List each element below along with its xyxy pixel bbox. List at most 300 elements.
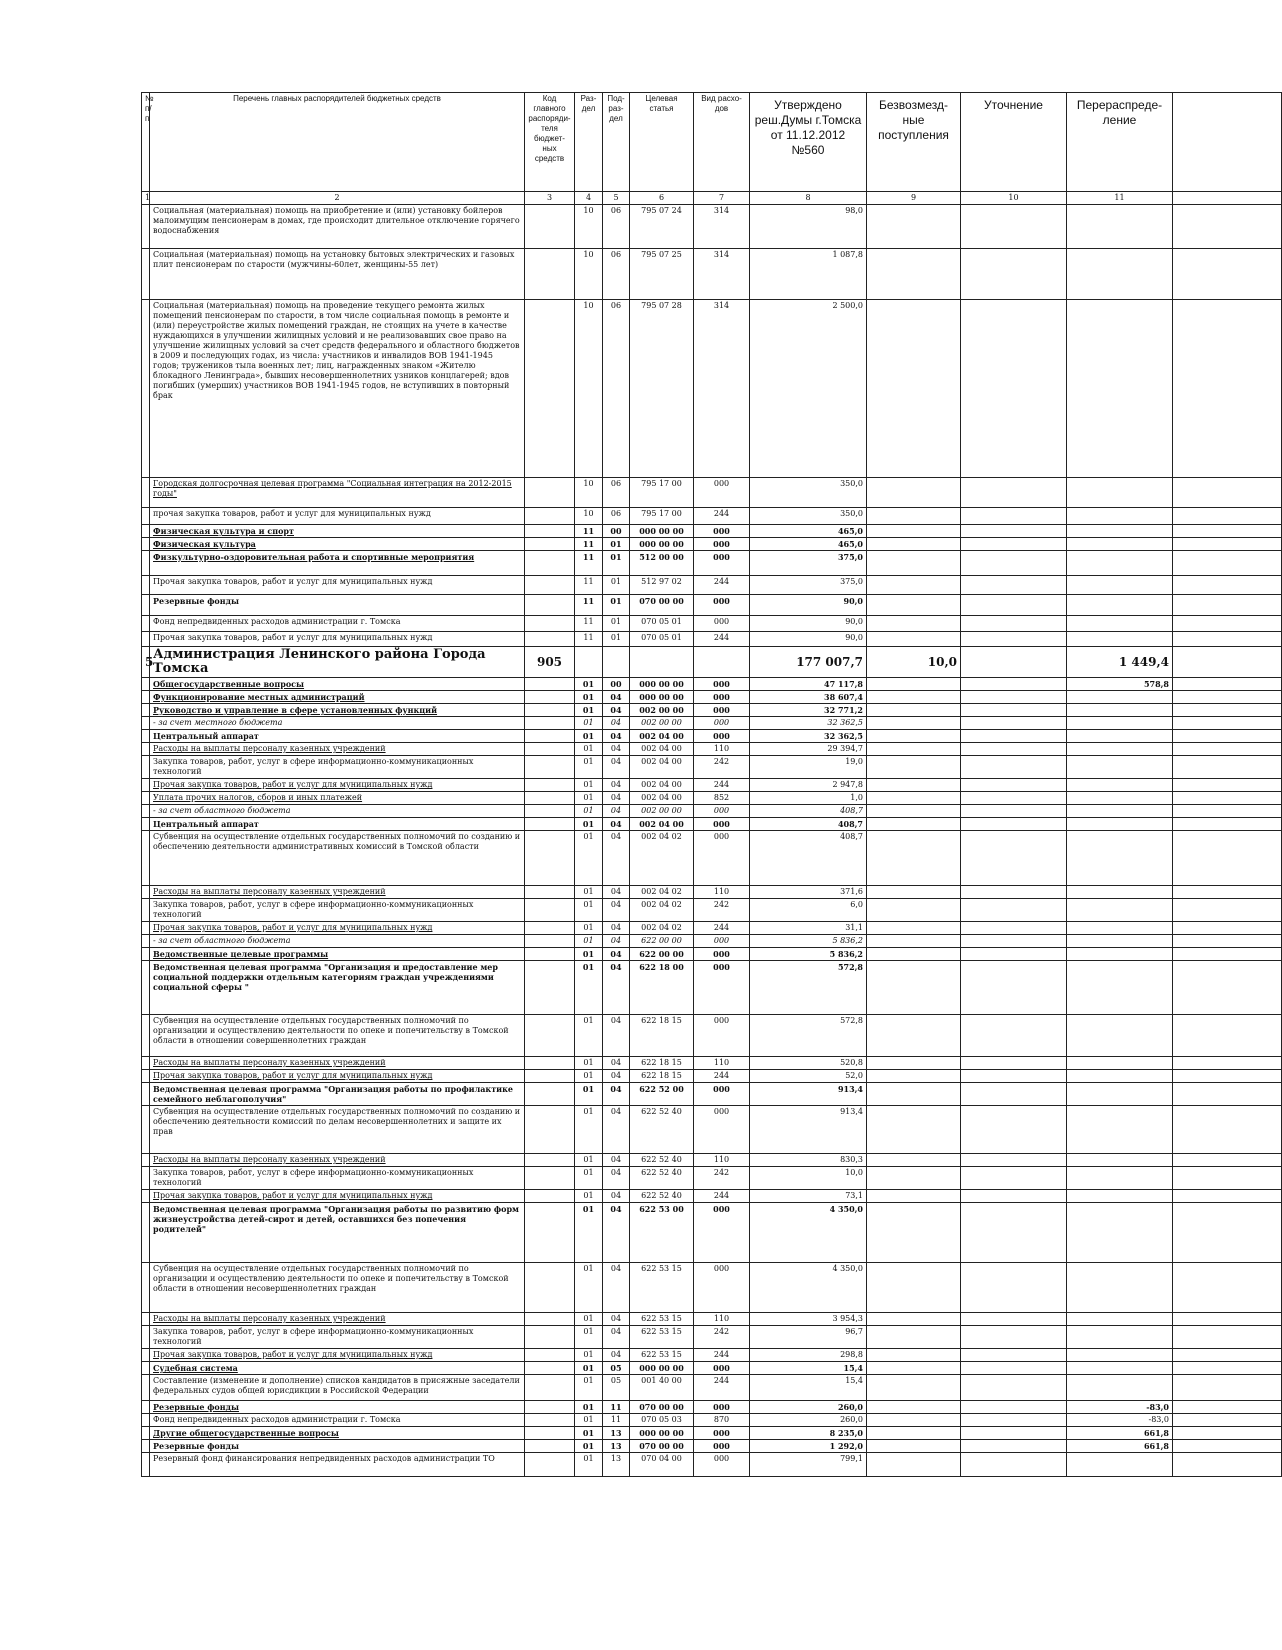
- header-approved: Утверждено реш.Думы г.Томска от 11.12.2012 №560: [750, 93, 867, 192]
- table-row: [142, 818, 1282, 831]
- row-clarify: [961, 1440, 1067, 1453]
- row-number: [142, 1167, 150, 1190]
- row-target: 795 07 24: [630, 205, 694, 249]
- row-code: [525, 1427, 575, 1440]
- row-code: [525, 935, 575, 948]
- row-clarify: [961, 1414, 1067, 1427]
- row-target: 795 17 00: [630, 508, 694, 525]
- row-redistrib: [1067, 1349, 1173, 1362]
- row-vid: 000: [694, 478, 750, 508]
- row-target: 070 05 03: [630, 1414, 694, 1427]
- row-vid: 000: [694, 1453, 750, 1477]
- row-vid: 314: [694, 249, 750, 300]
- row-name: Закупка товаров, работ, услуг в сфере информационно-коммуникационных технологий: [150, 1326, 525, 1349]
- row-extra: [1173, 508, 1282, 525]
- row-approved: 5 836,2: [750, 948, 867, 961]
- row-podrazdel: 04: [603, 1313, 630, 1326]
- row-podrazdel: 06: [603, 478, 630, 508]
- row-free: [867, 922, 961, 935]
- row-code: [525, 1313, 575, 1326]
- row-name: Социальная (материальная) помощь на приобретение и (или) установку бойлеров малоимущим пенсионерам в домах, где происходит длительное отключение горячего водоснабжения: [150, 205, 525, 249]
- row-code: [525, 1362, 575, 1375]
- header-name: Перечень главных распорядителей бюджетных средств: [150, 93, 525, 192]
- row-vid: 000: [694, 730, 750, 743]
- table-row: [142, 1362, 1282, 1375]
- row-vid: 000: [694, 831, 750, 886]
- row-code: [525, 478, 575, 508]
- row-razdel: 01: [575, 948, 603, 961]
- row-clarify: [961, 779, 1067, 792]
- row-free: [867, 756, 961, 779]
- row-razdel: 01: [575, 1167, 603, 1190]
- row-approved: 260,0: [750, 1414, 867, 1427]
- row-target: 002 04 00: [630, 818, 694, 831]
- table-row: [142, 538, 1282, 551]
- row-razdel: 01: [575, 1349, 603, 1362]
- row-extra: [1173, 1015, 1282, 1057]
- table-row: [142, 805, 1282, 818]
- row-vid: 870: [694, 1414, 750, 1427]
- row-name: Прочая закупка товаров, работ и услуг для муниципальных нужд: [150, 922, 525, 935]
- row-redistrib: [1067, 1362, 1173, 1375]
- row-free: [867, 1070, 961, 1083]
- row-extra: [1173, 478, 1282, 508]
- row-razdel: 10: [575, 249, 603, 300]
- row-extra: [1173, 1453, 1282, 1477]
- row-clarify: [961, 1427, 1067, 1440]
- row-redistrib: [1067, 595, 1173, 616]
- row-extra: [1173, 961, 1282, 1015]
- row-extra: [1173, 1349, 1282, 1362]
- row-name: Другие общегосударственные вопросы: [150, 1427, 525, 1440]
- row-code: [525, 1401, 575, 1414]
- row-approved: 10,0: [750, 1167, 867, 1190]
- row-extra: [1173, 647, 1282, 678]
- row-number: [142, 576, 150, 595]
- row-code: [525, 1070, 575, 1083]
- row-clarify: [961, 831, 1067, 886]
- table-row: [142, 1015, 1282, 1057]
- row-redistrib: [1067, 249, 1173, 300]
- row-redistrib: [1067, 948, 1173, 961]
- row-redistrib: [1067, 779, 1173, 792]
- row-vid: 314: [694, 205, 750, 249]
- row-approved: 572,8: [750, 961, 867, 1015]
- row-extra: [1173, 717, 1282, 730]
- row-code: [525, 525, 575, 538]
- row-vid: 000: [694, 1083, 750, 1106]
- row-extra: [1173, 704, 1282, 717]
- row-target: 622 18 15: [630, 1015, 694, 1057]
- row-name: прочая закупка товаров, работ и услуг для муниципальных нужд: [150, 508, 525, 525]
- row-target: 622 00 00: [630, 935, 694, 948]
- row-podrazdel: 04: [603, 886, 630, 899]
- row-vid: 000: [694, 1106, 750, 1154]
- row-razdel: 10: [575, 300, 603, 478]
- row-extra: [1173, 1263, 1282, 1313]
- row-target: 795 07 25: [630, 249, 694, 300]
- row-code: [525, 1057, 575, 1070]
- row-approved: 19,0: [750, 756, 867, 779]
- row-name: Расходы на выплаты персоналу казенных учреждений: [150, 743, 525, 756]
- row-vid: 000: [694, 595, 750, 616]
- row-number: [142, 1414, 150, 1427]
- row-target: 622 53 15: [630, 1263, 694, 1313]
- row-razdel: 01: [575, 717, 603, 730]
- row-clarify: [961, 1326, 1067, 1349]
- row-podrazdel: 04: [603, 1015, 630, 1057]
- row-name: Расходы на выплаты персоналу казенных учреждений: [150, 1154, 525, 1167]
- row-number: [142, 1083, 150, 1106]
- row-extra: [1173, 935, 1282, 948]
- row-target: 070 00 00: [630, 1401, 694, 1414]
- row-target: 070 05 01: [630, 616, 694, 632]
- row-free: [867, 300, 961, 478]
- row-razdel: 01: [575, 831, 603, 886]
- header-clarify: Уточнение: [961, 93, 1067, 192]
- row-redistrib: [1067, 576, 1173, 595]
- row-target: 000 00 00: [630, 1427, 694, 1440]
- table-row: [142, 717, 1282, 730]
- row-name: Фонд непредвиденных расходов администрации г. Томска: [150, 616, 525, 632]
- row-extra: [1173, 948, 1282, 961]
- row-vid: [694, 647, 750, 678]
- row-razdel: 10: [575, 478, 603, 508]
- row-number: [142, 249, 150, 300]
- row-free: [867, 538, 961, 551]
- row-free: [867, 478, 961, 508]
- row-clarify: [961, 948, 1067, 961]
- row-free: [867, 1154, 961, 1167]
- row-free: [867, 704, 961, 717]
- row-approved: 375,0: [750, 576, 867, 595]
- row-redistrib: [1067, 899, 1173, 922]
- row-code: [525, 300, 575, 478]
- row-code: [525, 805, 575, 818]
- row-code: [525, 961, 575, 1015]
- row-name: Резервный фонд финансирования непредвиденных расходов администрации ТО: [150, 1453, 525, 1477]
- row-razdel: 01: [575, 961, 603, 1015]
- table-row: [142, 595, 1282, 616]
- row-vid: 244: [694, 922, 750, 935]
- header-free: Безвозмезд-ные поступления: [867, 93, 961, 192]
- row-clarify: [961, 935, 1067, 948]
- row-approved: 32 362,5: [750, 717, 867, 730]
- row-approved: 1,0: [750, 792, 867, 805]
- table-row: [142, 205, 1282, 249]
- header-target: Целевая статья: [630, 93, 694, 192]
- row-target: 002 04 02: [630, 899, 694, 922]
- row-code: [525, 595, 575, 616]
- row-clarify: [961, 205, 1067, 249]
- row-target: 002 04 02: [630, 886, 694, 899]
- row-extra: [1173, 743, 1282, 756]
- row-approved: 350,0: [750, 478, 867, 508]
- row-podrazdel: 04: [603, 1326, 630, 1349]
- table-row: [142, 779, 1282, 792]
- row-free: [867, 632, 961, 647]
- row-approved: 260,0: [750, 1401, 867, 1414]
- row-podrazdel: 04: [603, 704, 630, 717]
- row-approved: 375,0: [750, 551, 867, 576]
- row-free: [867, 1057, 961, 1070]
- row-target: 070 05 01: [630, 632, 694, 647]
- row-vid: 000: [694, 551, 750, 576]
- row-target: 002 04 02: [630, 922, 694, 935]
- table-row: [142, 1190, 1282, 1203]
- table-row: [142, 743, 1282, 756]
- row-clarify: [961, 678, 1067, 691]
- table-row: [142, 1401, 1282, 1414]
- row-approved: 32 771,2: [750, 704, 867, 717]
- table-row: [142, 961, 1282, 1015]
- row-extra: [1173, 678, 1282, 691]
- row-extra: [1173, 886, 1282, 899]
- row-target: 000 00 00: [630, 691, 694, 704]
- row-number: 5: [142, 647, 150, 678]
- row-name: Судебная система: [150, 1362, 525, 1375]
- row-target: 002 04 00: [630, 743, 694, 756]
- row-vid: 000: [694, 525, 750, 538]
- row-vid: 110: [694, 886, 750, 899]
- row-redistrib: [1067, 300, 1173, 478]
- row-podrazdel: 11: [603, 1401, 630, 1414]
- row-target: 622 00 00: [630, 948, 694, 961]
- row-name: - за счет местного бюджета: [150, 717, 525, 730]
- row-razdel: 11: [575, 525, 603, 538]
- row-extra: [1173, 922, 1282, 935]
- header-razdel: Раз-дел: [575, 93, 603, 192]
- row-number: [142, 1326, 150, 1349]
- row-redistrib: [1067, 1453, 1173, 1477]
- row-name: Общегосударственные вопросы: [150, 678, 525, 691]
- row-name: Прочая закупка товаров, работ и услуг для муниципальных нужд: [150, 1190, 525, 1203]
- row-razdel: 01: [575, 1313, 603, 1326]
- row-name: Прочая закупка товаров, работ и услуг для муниципальных нужд: [150, 576, 525, 595]
- row-target: 622 52 40: [630, 1106, 694, 1154]
- row-clarify: [961, 1453, 1067, 1477]
- row-name: Прочая закупка товаров, работ и услуг для муниципальных нужд: [150, 1070, 525, 1083]
- row-number: [142, 1427, 150, 1440]
- row-free: [867, 1190, 961, 1203]
- row-number: [142, 1401, 150, 1414]
- colnum: 2: [150, 192, 525, 205]
- row-vid: 110: [694, 1154, 750, 1167]
- row-code: [525, 899, 575, 922]
- row-redistrib: [1067, 935, 1173, 948]
- row-extra: [1173, 632, 1282, 647]
- row-target: 002 04 00: [630, 792, 694, 805]
- row-free: [867, 678, 961, 691]
- row-redistrib: [1067, 205, 1173, 249]
- row-free: [867, 508, 961, 525]
- row-name: Центральный аппарат: [150, 730, 525, 743]
- row-approved: 799,1: [750, 1453, 867, 1477]
- row-name: Резервные фонды: [150, 1440, 525, 1453]
- row-approved: 408,7: [750, 818, 867, 831]
- row-redistrib: [1067, 831, 1173, 886]
- row-code: [525, 1263, 575, 1313]
- row-name: Ведомственная целевая программа "Организация и предоставление мер социальной поддержки отдельным категориям граждан учреждениями социальной сферы ": [150, 961, 525, 1015]
- row-approved: 31,1: [750, 922, 867, 935]
- row-name: Прочая закупка товаров, работ и услуг для муниципальных нужд: [150, 779, 525, 792]
- row-approved: 15,4: [750, 1375, 867, 1401]
- row-razdel: 01: [575, 691, 603, 704]
- row-redistrib: [1067, 525, 1173, 538]
- row-approved: 177 007,7: [750, 647, 867, 678]
- row-redistrib: [1067, 616, 1173, 632]
- row-approved: 572,8: [750, 1015, 867, 1057]
- row-target: 002 04 02: [630, 831, 694, 886]
- row-razdel: 11: [575, 616, 603, 632]
- row-podrazdel: [603, 647, 630, 678]
- row-code: [525, 717, 575, 730]
- row-extra: [1173, 1190, 1282, 1203]
- row-target: 795 17 00: [630, 478, 694, 508]
- row-approved: 52,0: [750, 1070, 867, 1083]
- row-podrazdel: 00: [603, 678, 630, 691]
- row-number: [142, 886, 150, 899]
- table-row: [142, 1203, 1282, 1263]
- row-podrazdel: 04: [603, 730, 630, 743]
- row-razdel: 01: [575, 1440, 603, 1453]
- row-code: [525, 1106, 575, 1154]
- row-clarify: [961, 922, 1067, 935]
- table-row: [142, 300, 1282, 478]
- row-vid: 000: [694, 818, 750, 831]
- table-row: [142, 756, 1282, 779]
- row-razdel: 01: [575, 1375, 603, 1401]
- row-number: [142, 1440, 150, 1453]
- row-podrazdel: 04: [603, 717, 630, 730]
- row-name: Субвенция на осуществление отдельных государственных полномочий по созданию и обеспечению деятельности комиссий по делам несовершеннолетних и защите их прав: [150, 1106, 525, 1154]
- row-podrazdel: 13: [603, 1440, 630, 1453]
- header-podrazdel: Под-раз-дел: [603, 93, 630, 192]
- row-free: [867, 818, 961, 831]
- row-podrazdel: 04: [603, 805, 630, 818]
- row-code: 905: [525, 647, 575, 678]
- row-free: [867, 616, 961, 632]
- table-row: [142, 1106, 1282, 1154]
- row-redistrib: [1067, 478, 1173, 508]
- row-redistrib: [1067, 704, 1173, 717]
- row-clarify: [961, 1375, 1067, 1401]
- row-redistrib: [1067, 756, 1173, 779]
- row-extra: [1173, 1070, 1282, 1083]
- row-name: Руководство и управление в сфере установленных функций: [150, 704, 525, 717]
- row-name: Городская долгосрочная целевая программа "Социальная интеграция на 2012-2015 годы": [150, 478, 525, 508]
- row-clarify: [961, 508, 1067, 525]
- row-vid: 000: [694, 1362, 750, 1375]
- table-row: [142, 1057, 1282, 1070]
- row-code: [525, 691, 575, 704]
- row-vid: 000: [694, 1401, 750, 1414]
- header-no: № п/п: [142, 93, 150, 192]
- row-name: Физическая культура: [150, 538, 525, 551]
- row-code: [525, 831, 575, 886]
- row-approved: 2 500,0: [750, 300, 867, 478]
- row-approved: 90,0: [750, 616, 867, 632]
- row-code: [525, 576, 575, 595]
- row-free: [867, 576, 961, 595]
- row-approved: 913,4: [750, 1083, 867, 1106]
- row-target: 795 07 28: [630, 300, 694, 478]
- row-podrazdel: 04: [603, 691, 630, 704]
- row-extra: [1173, 792, 1282, 805]
- table-row: [142, 1154, 1282, 1167]
- row-name: Функционирование местных администраций: [150, 691, 525, 704]
- row-extra: [1173, 1083, 1282, 1106]
- row-vid: 244: [694, 1375, 750, 1401]
- row-free: [867, 1453, 961, 1477]
- row-redistrib: [1067, 717, 1173, 730]
- row-redistrib: [1067, 1106, 1173, 1154]
- table-row: [142, 576, 1282, 595]
- row-number: [142, 779, 150, 792]
- row-redistrib: 661,8: [1067, 1427, 1173, 1440]
- row-vid: 000: [694, 538, 750, 551]
- row-number: [142, 551, 150, 576]
- table-row: [142, 886, 1282, 899]
- row-target: [630, 647, 694, 678]
- row-podrazdel: 04: [603, 779, 630, 792]
- row-vid: 244: [694, 1070, 750, 1083]
- row-clarify: [961, 1083, 1067, 1106]
- row-podrazdel: 04: [603, 899, 630, 922]
- row-redistrib: [1067, 538, 1173, 551]
- row-clarify: [961, 704, 1067, 717]
- row-podrazdel: 00: [603, 525, 630, 538]
- row-free: [867, 1313, 961, 1326]
- row-free: [867, 1106, 961, 1154]
- table-row: [142, 792, 1282, 805]
- row-podrazdel: 04: [603, 1349, 630, 1362]
- row-target: 002 04 00: [630, 756, 694, 779]
- row-vid: 000: [694, 961, 750, 1015]
- row-redistrib: [1067, 818, 1173, 831]
- row-redistrib: [1067, 1057, 1173, 1070]
- row-approved: 465,0: [750, 525, 867, 538]
- row-extra: [1173, 300, 1282, 478]
- row-clarify: [961, 1015, 1067, 1057]
- row-number: [142, 756, 150, 779]
- budget-document: [141, 92, 1275, 1650]
- row-code: [525, 948, 575, 961]
- row-podrazdel: 04: [603, 1190, 630, 1203]
- colnum: 7: [694, 192, 750, 205]
- colnum: 1: [142, 192, 150, 205]
- row-vid: 242: [694, 1326, 750, 1349]
- row-code: [525, 678, 575, 691]
- header-redistrib: Перераспреде-ление: [1067, 93, 1173, 192]
- row-podrazdel: 13: [603, 1427, 630, 1440]
- row-redistrib: [1067, 792, 1173, 805]
- row-name: Фонд непредвиденных расходов администрации г. Томска: [150, 1414, 525, 1427]
- row-number: [142, 831, 150, 886]
- row-number: [142, 678, 150, 691]
- row-name: Администрация Ленинского района Города Томска: [150, 647, 525, 678]
- row-code: [525, 704, 575, 717]
- row-number: [142, 704, 150, 717]
- row-free: [867, 948, 961, 961]
- row-vid: 244: [694, 632, 750, 647]
- row-clarify: [961, 961, 1067, 1015]
- row-podrazdel: 04: [603, 756, 630, 779]
- row-target: 000 00 00: [630, 525, 694, 538]
- row-approved: 408,7: [750, 831, 867, 886]
- row-extra: [1173, 538, 1282, 551]
- row-name: Субвенция на осуществление отдельных государственных полномочий по созданию и обеспечению деятельности административных комиссий в Томской области: [150, 831, 525, 886]
